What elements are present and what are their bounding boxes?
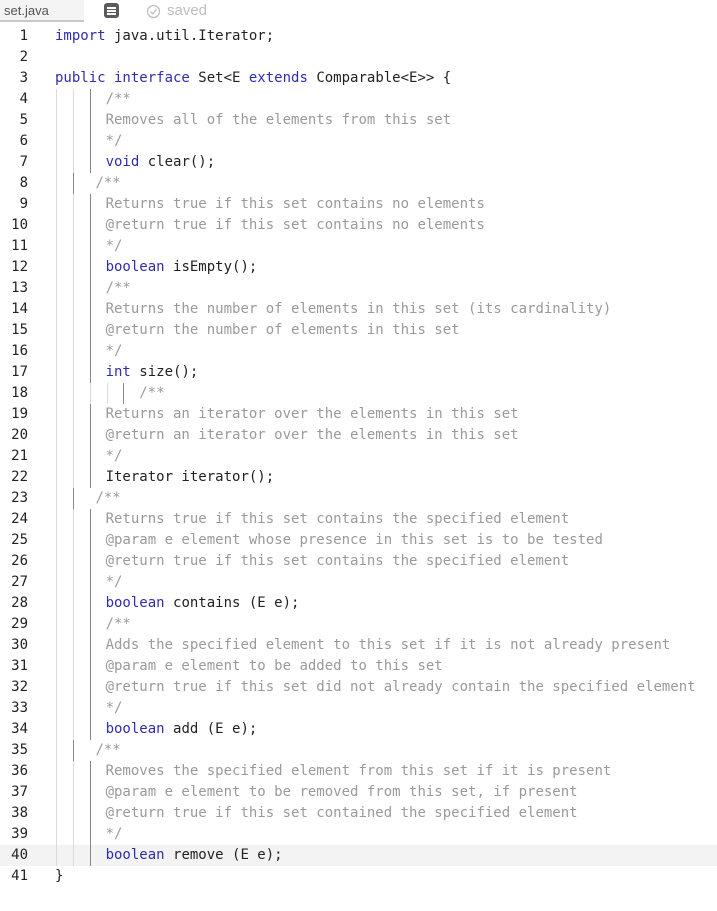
indent-guide (56, 425, 57, 446)
indent-guide (90, 677, 91, 698)
indent-guide (90, 152, 91, 173)
indent-guide (56, 593, 57, 614)
indent-guide (73, 488, 74, 509)
code-line[interactable] (0, 446, 717, 467)
indent-guide (56, 740, 57, 761)
code-text (106, 152, 216, 173)
indent-guide (56, 845, 57, 866)
indent-guide (56, 89, 57, 110)
comment-token: /** (95, 490, 121, 506)
line-number: 32 (11, 679, 28, 695)
comment-token: @return true if this set contains the specified element (105, 553, 570, 569)
indent-guide (73, 110, 74, 131)
indent-guide (56, 719, 57, 740)
code-text (106, 677, 696, 698)
indent-guide (90, 257, 91, 278)
line-number: 10 (11, 217, 28, 233)
indent-guide (73, 467, 74, 488)
indent-guide (90, 278, 91, 299)
indent-guide (90, 110, 91, 131)
code-line[interactable] (0, 593, 717, 614)
indent-guide (90, 509, 91, 530)
indent-guide (90, 719, 91, 740)
comment-token: */ (105, 826, 123, 842)
code-token: Set<E (189, 70, 249, 86)
keyword-token: boolean (105, 595, 165, 611)
indent-guide (73, 152, 74, 173)
indent-guide (73, 194, 74, 215)
code-line[interactable] (0, 89, 717, 110)
indent-guide (123, 383, 124, 404)
line-number: 18 (11, 385, 28, 401)
code-line[interactable] (0, 215, 717, 236)
code-line[interactable] (0, 362, 717, 383)
line-number: 9 (19, 196, 28, 212)
indent-guide (90, 383, 91, 404)
keyword-token: import (55, 28, 106, 44)
indent-guide (73, 593, 74, 614)
line-number: 41 (11, 868, 28, 884)
indent-guide (73, 845, 74, 866)
code-text (95, 173, 120, 194)
code-editor[interactable] (0, 26, 717, 887)
code-token: contains (E e); (164, 595, 300, 611)
line-number: 35 (11, 742, 28, 758)
indent-guide (56, 656, 57, 677)
code-line[interactable] (0, 509, 717, 530)
code-text (106, 215, 485, 236)
comment-token: */ (105, 448, 123, 464)
indent-guide (73, 656, 74, 677)
code-text (106, 845, 283, 866)
indent-guide (56, 320, 57, 341)
line-number: 39 (11, 826, 28, 842)
comment-token: @return an iterator over the elements in this set (105, 427, 519, 443)
code-text (106, 404, 519, 425)
code-line[interactable] (0, 194, 717, 215)
line-number: 28 (11, 595, 28, 611)
comment-token: /** (95, 175, 121, 191)
comment-token: */ (105, 574, 123, 590)
keyword-token: boolean (105, 259, 165, 275)
comment-token: */ (105, 343, 123, 359)
indent-guide (90, 593, 91, 614)
line-number: 38 (11, 805, 28, 821)
line-number: 33 (11, 700, 28, 716)
indent-guide (56, 173, 57, 194)
line-number: 25 (11, 532, 28, 548)
code-line[interactable] (0, 236, 717, 257)
comment-token: Returns the number of elements in this set (its cardinality) (105, 301, 612, 317)
code-text (106, 572, 123, 593)
code-text (106, 341, 123, 362)
code-line[interactable] (0, 677, 717, 698)
indent-guide (73, 677, 74, 698)
indent-guide (90, 845, 91, 866)
comment-token: @return true if this set contains no elements (105, 217, 485, 233)
indent-guide (73, 803, 74, 824)
code-text (106, 194, 485, 215)
code-line[interactable] (0, 383, 717, 404)
line-number: 37 (11, 784, 28, 800)
code-line[interactable] (0, 572, 717, 593)
indent-guide (56, 551, 57, 572)
indent-guide (90, 761, 91, 782)
indent-guide (56, 299, 57, 320)
comment-token: Returns true if this set contains the specified element (105, 511, 570, 527)
code-token: Iterator iterator(); (105, 469, 275, 485)
code-text (95, 488, 120, 509)
indent-guide (73, 278, 74, 299)
indent-guide (56, 824, 57, 845)
line-number: 27 (11, 574, 28, 590)
indent-guide (56, 467, 57, 488)
indent-guide (107, 383, 108, 404)
indent-guide (73, 782, 74, 803)
line-number: 6 (19, 133, 28, 149)
indent-guide (90, 446, 91, 467)
line-number: 7 (19, 154, 28, 170)
code-text (106, 236, 123, 257)
line-number: 12 (11, 259, 28, 275)
code-text (106, 299, 612, 320)
indent-guide (73, 698, 74, 719)
code-text (106, 89, 131, 110)
code-text (106, 257, 258, 278)
indent-guide (73, 362, 74, 383)
code-text (55, 866, 63, 887)
indent-guide (73, 131, 74, 152)
code-line[interactable] (0, 404, 717, 425)
indent-guide (90, 341, 91, 362)
line-number: 14 (11, 301, 28, 317)
indent-guide (90, 698, 91, 719)
indent-guide (90, 656, 91, 677)
keyword-token: boolean (105, 721, 165, 737)
comment-token: */ (105, 238, 123, 254)
indent-guide (90, 425, 91, 446)
indent-guide (90, 362, 91, 383)
code-line[interactable] (0, 26, 717, 47)
line-number: 1 (19, 28, 28, 44)
indent-guide (56, 194, 57, 215)
indent-guide (56, 509, 57, 530)
code-line[interactable] (0, 320, 717, 341)
indent-guide (90, 551, 91, 572)
comment-token: /** (105, 280, 131, 296)
indent-guide (90, 89, 91, 110)
line-number: 15 (11, 322, 28, 338)
code-text (106, 530, 603, 551)
indent-guide (73, 530, 74, 551)
indent-guide (56, 341, 57, 362)
keyword-token: public interface (55, 70, 190, 86)
indent-guide (90, 467, 91, 488)
indent-guide (56, 614, 57, 635)
indent-guide (90, 320, 91, 341)
saved-status-icon (146, 4, 161, 19)
indent-guide (73, 614, 74, 635)
comment-token: /** (105, 91, 131, 107)
code-token: size(); (130, 364, 199, 380)
code-text (106, 446, 123, 467)
line-number: 30 (11, 637, 28, 653)
comment-token: Adds the specified element to this set if it is not already present (105, 637, 671, 653)
indent-guide (73, 446, 74, 467)
line-number: 24 (11, 511, 28, 527)
indent-guide (73, 257, 74, 278)
indent-guide (90, 131, 91, 152)
code-token: Comparable<E>> { (307, 70, 452, 86)
code-text (106, 509, 570, 530)
code-token: java.util.Iterator; (105, 28, 275, 44)
indent-guide (90, 194, 91, 215)
indent-guide (56, 488, 57, 509)
indent-guide (56, 131, 57, 152)
code-text (106, 719, 258, 740)
code-line[interactable] (0, 824, 717, 845)
keyword-token: extends (248, 70, 308, 86)
code-text (106, 425, 519, 446)
code-line[interactable] (0, 761, 717, 782)
code-line[interactable] (0, 131, 717, 152)
indent-guide (73, 299, 74, 320)
indent-guide (90, 824, 91, 845)
line-number: 16 (11, 343, 28, 359)
indent-guide (90, 215, 91, 236)
indent-guide (56, 362, 57, 383)
line-number: 21 (11, 448, 28, 464)
comment-token: Returns an iterator over the elements in this set (105, 406, 519, 422)
indent-guide (90, 635, 91, 656)
comment-token: @return true if this set did not already contain the specified element (105, 679, 696, 695)
code-line[interactable] (0, 341, 717, 362)
indent-guide (56, 761, 57, 782)
indent-guide (73, 824, 74, 845)
code-line[interactable] (0, 782, 717, 803)
comment-token: Returns true if this set contains no elements (105, 196, 485, 212)
code-line[interactable] (0, 656, 717, 677)
code-token: add (E e); (164, 721, 258, 737)
indent-guide (73, 719, 74, 740)
indent-guide (56, 572, 57, 593)
line-number: 29 (11, 616, 28, 632)
code-text (106, 551, 570, 572)
indent-guide (73, 404, 74, 425)
comment-token: Removes all of the elements from this set (105, 112, 452, 128)
keyword-token: int (105, 364, 131, 380)
indent-guide (73, 551, 74, 572)
code-line[interactable] (0, 257, 717, 278)
indent-guide (90, 782, 91, 803)
code-line[interactable] (0, 68, 717, 89)
code-line[interactable] (0, 635, 717, 656)
line-number: 34 (11, 721, 28, 737)
code-text (106, 593, 300, 614)
code-text (106, 656, 443, 677)
comment-token: /** (105, 616, 131, 632)
comment-token: /** (139, 385, 165, 401)
line-number: 3 (19, 70, 28, 86)
line-number: 2 (19, 49, 28, 65)
indent-guide (73, 89, 74, 110)
indent-guide (56, 383, 57, 404)
line-number: 19 (11, 406, 28, 422)
indent-guide (56, 803, 57, 824)
indent-guide (90, 572, 91, 593)
code-line[interactable] (0, 614, 717, 635)
indent-guide (56, 635, 57, 656)
line-number: 4 (19, 91, 28, 107)
comment-token: Removes the specified element from this set if it is present (105, 763, 612, 779)
indent-guide (56, 698, 57, 719)
code-text (95, 740, 120, 761)
line-number: 36 (11, 763, 28, 779)
comment-token: @param e element whose presence in this set is to be tested (105, 532, 603, 548)
indent-guide (56, 110, 57, 131)
code-text (106, 824, 123, 845)
line-number: 20 (11, 427, 28, 443)
indent-guide (56, 257, 57, 278)
code-text (106, 803, 578, 824)
comment-token: @return true if this set contained the specified element (105, 805, 578, 821)
indent-guide (73, 341, 74, 362)
indent-guide (73, 383, 74, 404)
code-text (106, 467, 275, 488)
code-text (106, 614, 131, 635)
code-text (106, 320, 460, 341)
comment-token: @param e element to be removed from this set, if present (105, 784, 578, 800)
code-token: clear(); (139, 154, 216, 170)
indent-guide (56, 446, 57, 467)
code-text (139, 383, 164, 404)
indent-guide (73, 320, 74, 341)
code-text (106, 131, 123, 152)
code-line[interactable] (0, 845, 717, 866)
code-line[interactable] (0, 173, 717, 194)
indent-guide (73, 740, 74, 761)
indent-guide (90, 530, 91, 551)
code-text (106, 782, 578, 803)
comment-token: @param e element to be added to this set (105, 658, 443, 674)
keyword-token: void (105, 154, 140, 170)
comment-token: */ (105, 133, 123, 149)
indent-guide (73, 215, 74, 236)
indent-guide (56, 404, 57, 425)
comment-token: /** (95, 742, 121, 758)
code-text (106, 362, 199, 383)
indent-guide (56, 677, 57, 698)
code-line[interactable] (0, 488, 717, 509)
indent-guide (90, 614, 91, 635)
line-number: 11 (11, 238, 28, 254)
code-line[interactable] (0, 803, 717, 824)
indent-guide (56, 530, 57, 551)
document-icon[interactable] (104, 3, 119, 18)
indent-guide (90, 236, 91, 257)
status-label: saved (167, 2, 208, 19)
line-number: 26 (11, 553, 28, 569)
line-number: 5 (19, 112, 28, 128)
code-line[interactable] (0, 278, 717, 299)
line-number: 22 (11, 469, 28, 485)
indent-guide (56, 782, 57, 803)
tab-bar (0, 0, 717, 22)
code-text (106, 278, 131, 299)
code-line[interactable] (0, 698, 717, 719)
code-line[interactable] (0, 110, 717, 131)
code-line[interactable] (0, 866, 717, 887)
code-line[interactable] (0, 719, 717, 740)
comment-token: @return the number of elements in this set (105, 322, 460, 338)
indent-guide (56, 152, 57, 173)
code-line[interactable] (0, 530, 717, 551)
indent-guide (73, 236, 74, 257)
indent-guide (56, 215, 57, 236)
comment-token: */ (105, 700, 123, 716)
line-number: 40 (11, 847, 28, 863)
code-text (106, 635, 671, 656)
indent-guide (90, 803, 91, 824)
indent-guide (73, 509, 74, 530)
code-token: } (55, 868, 64, 884)
code-line[interactable] (0, 47, 717, 68)
code-token: isEmpty(); (164, 259, 258, 275)
tab-set-java[interactable] (0, 0, 84, 22)
line-number: 17 (11, 364, 28, 380)
code-line[interactable] (0, 425, 717, 446)
line-number: 8 (19, 175, 28, 191)
indent-guide (90, 404, 91, 425)
code-line[interactable] (0, 467, 717, 488)
indent-guide (73, 572, 74, 593)
code-line[interactable] (0, 740, 717, 761)
code-text (106, 698, 123, 719)
tab-label: set.java (4, 3, 49, 18)
indent-guide (73, 635, 74, 656)
code-text (55, 68, 451, 89)
code-line[interactable] (0, 152, 717, 173)
line-number: 23 (11, 490, 28, 506)
code-text (106, 761, 612, 782)
keyword-token: boolean (105, 847, 165, 863)
indent-guide (56, 236, 57, 257)
indent-guide (73, 173, 74, 194)
line-number: 31 (11, 658, 28, 674)
code-line[interactable] (0, 299, 717, 320)
indent-guide (90, 299, 91, 320)
indent-guide (73, 425, 74, 446)
indent-guide (56, 278, 57, 299)
indent-guide (73, 761, 74, 782)
line-number: 13 (11, 280, 28, 296)
code-line[interactable] (0, 551, 717, 572)
code-text (55, 26, 274, 47)
code-text (106, 110, 452, 131)
code-token: remove (E e); (164, 847, 283, 863)
